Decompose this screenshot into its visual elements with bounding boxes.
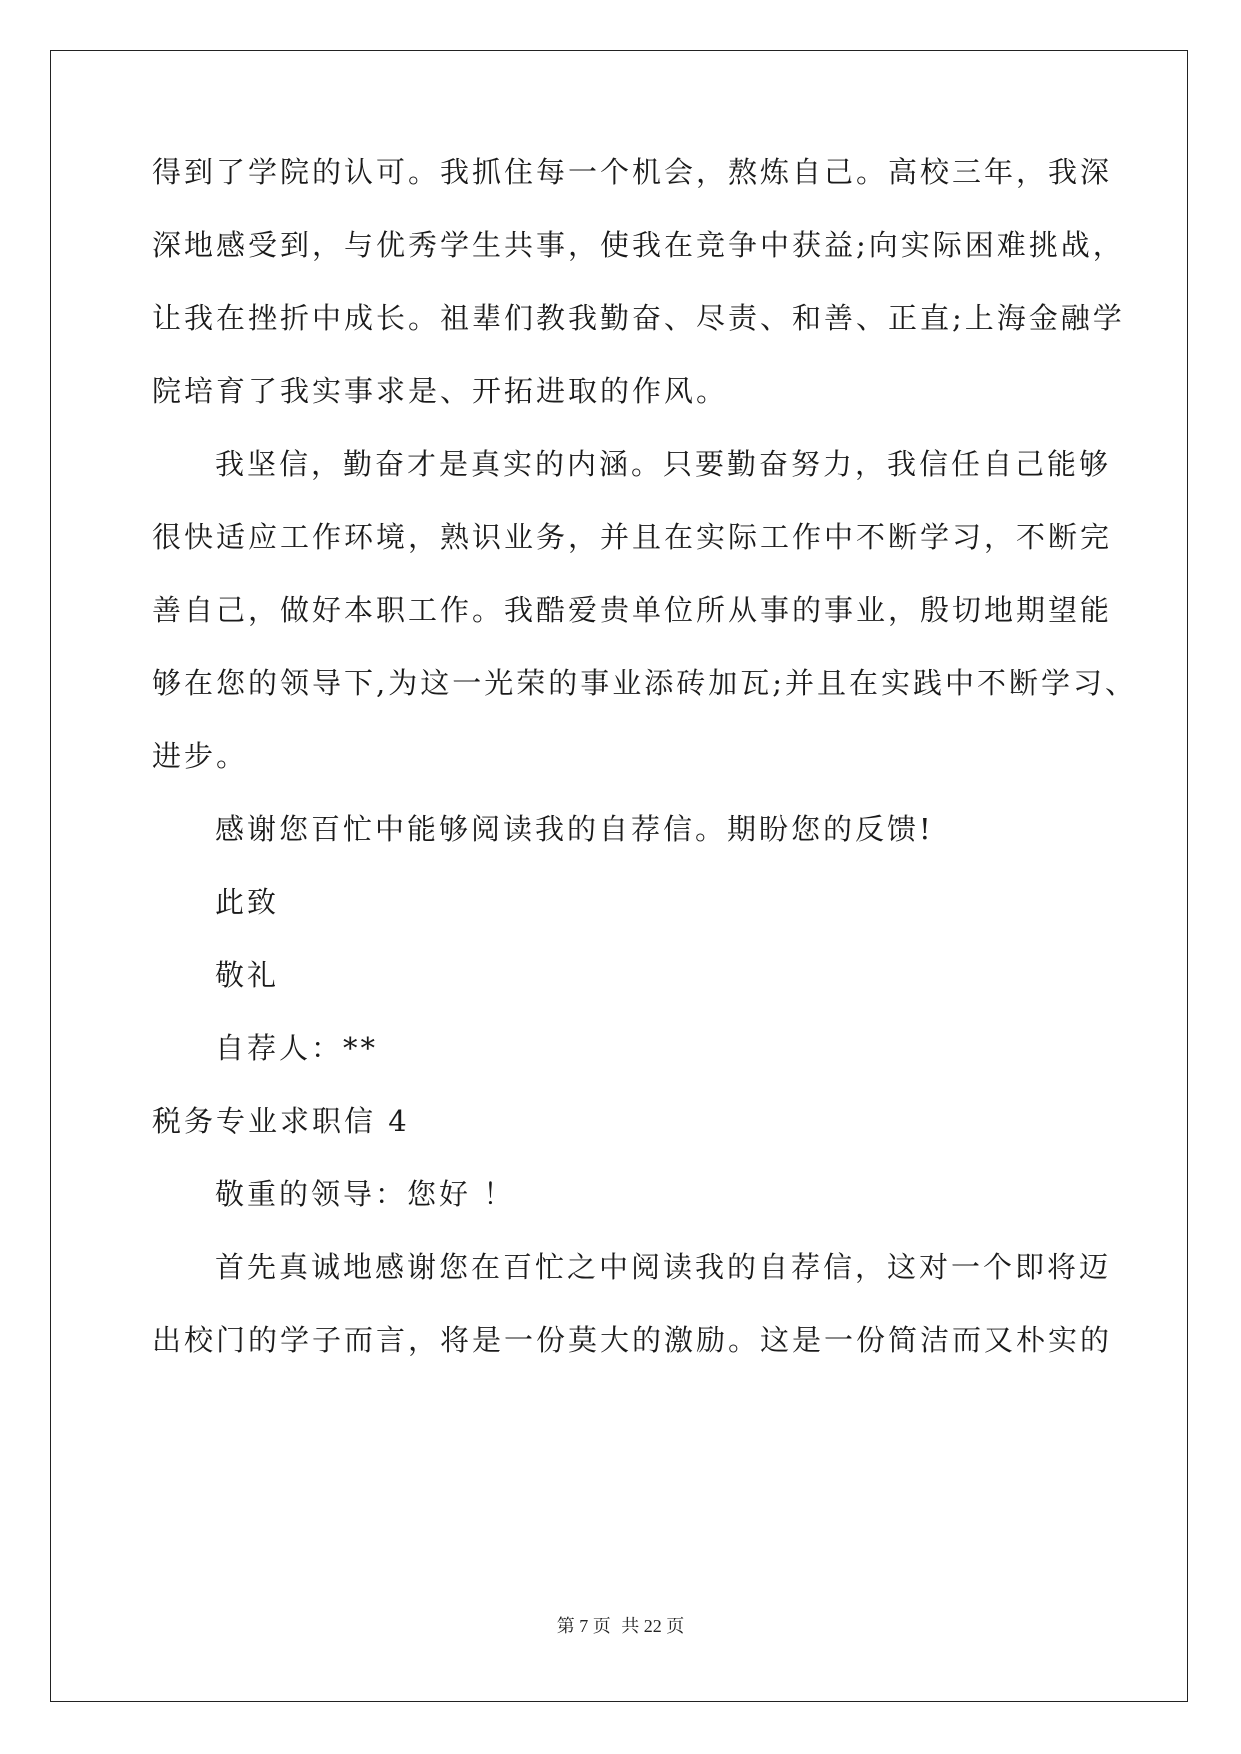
paragraph-line: 深地感受到，与优秀学生共事，使我在竞争中获益;向实际困难挑战， xyxy=(152,228,1125,262)
page-number: 第 7 页 xyxy=(556,1616,611,1636)
paragraph-line: 感谢您百忙中能够阅读我的自荐信。期盼您的反馈! xyxy=(215,812,934,846)
paragraph-line: 进步。 xyxy=(152,739,249,773)
paragraph-line: 够在您的领导下,为这一光荣的事业添砖加瓦;并且在实践中不断学习、 xyxy=(152,666,1137,700)
paragraph-line: 我坚信，勤奋才是真实的内涵。只要勤奋努力，我信任自己能够 xyxy=(215,447,1112,481)
closing-line: 敬礼 xyxy=(215,958,280,992)
paragraph-line: 很快适应工作环境，熟识业务，并且在实际工作中不断学习，不断完 xyxy=(152,520,1113,554)
paragraph-line: 善自己，做好本职工作。我酷爱贵单位所从事的事业，殷切地期望能 xyxy=(152,593,1113,627)
paragraph-line: 出校门的学子而言，将是一份莫大的激励。这是一份简洁而又朴实的 xyxy=(152,1323,1113,1357)
closing-line: 此致 xyxy=(215,885,280,919)
paragraph-line: 首先真诚地感谢您在百忙之中阅读我的自荐信，这对一个即将迈 xyxy=(215,1250,1112,1284)
salutation-line: 敬重的领导：您好 ！ xyxy=(215,1177,516,1211)
page-footer xyxy=(0,1612,1241,1638)
signature-line: 自荐人：** xyxy=(215,1031,379,1065)
paragraph-line: 让我在挫折中成长。祖辈们教我勤奋、尽责、和善、正直;上海金融学 xyxy=(152,301,1125,335)
section-heading: 税务专业求职信 4 xyxy=(152,1104,410,1138)
paragraph-line: 得到了学院的认可。我抓住每一个机会，熬炼自己。高校三年，我深 xyxy=(152,155,1113,189)
paragraph-line: 院培育了我实事求是、开拓进取的作风。 xyxy=(152,374,729,408)
page-total: 共 22 页 xyxy=(621,1616,685,1636)
